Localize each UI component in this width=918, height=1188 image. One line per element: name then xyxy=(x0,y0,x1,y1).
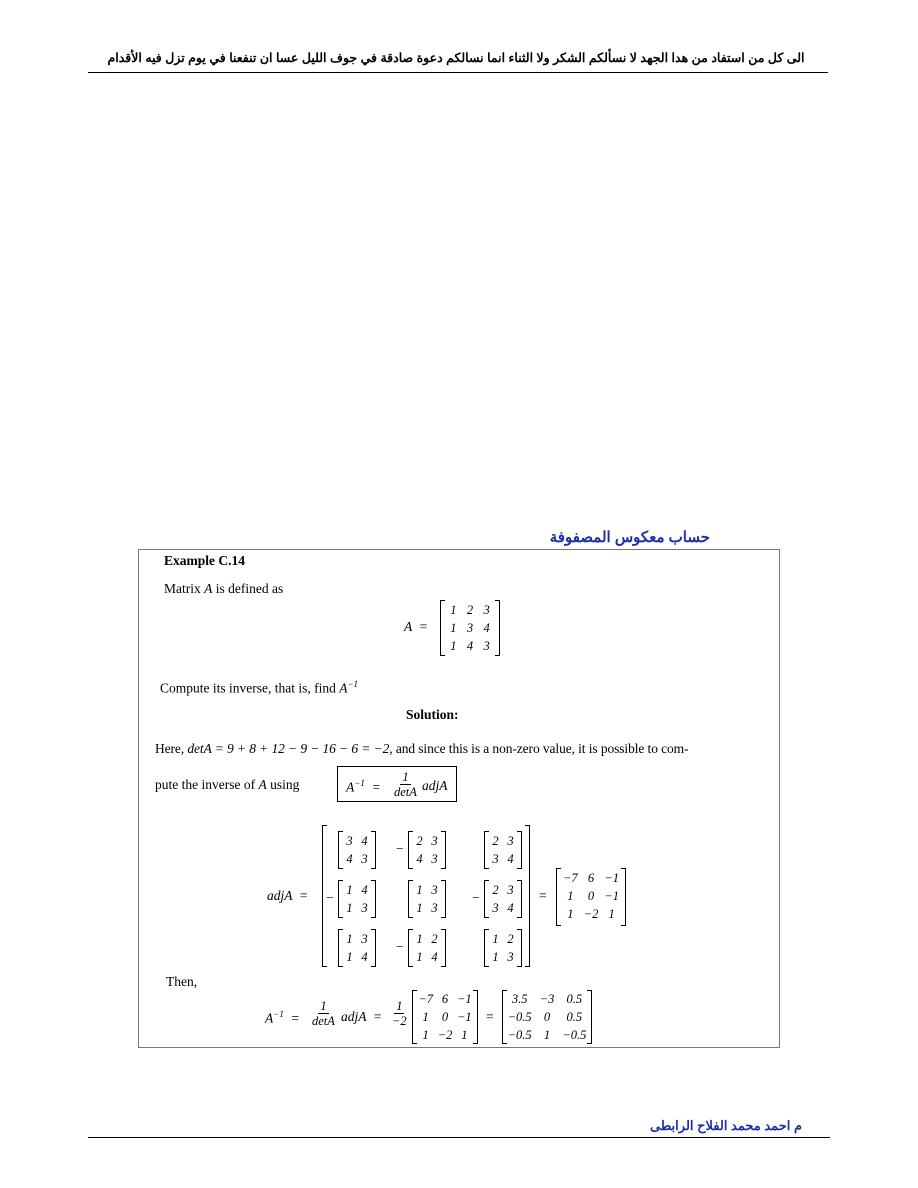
matrix-cell: −1 xyxy=(456,1010,472,1024)
final-inverse-matrix xyxy=(502,990,592,1044)
matrix-cell: −0.5 xyxy=(562,1028,587,1042)
minor-cell: 3 xyxy=(431,834,438,848)
minor-cell: 3 xyxy=(431,852,438,866)
matrix-cell: 4 xyxy=(466,639,474,653)
final-adj: adjA = xyxy=(341,1009,383,1024)
minor-cell: 1 xyxy=(346,932,353,946)
example-title: Example C.14 xyxy=(164,553,245,568)
minor-cell: 4 xyxy=(361,950,368,964)
matrix-cell: 4 xyxy=(483,621,490,635)
minor-cell: 1 xyxy=(492,932,499,946)
compute-line: Compute its inverse, that is, find $A^{-1}$ xyxy=(160,679,359,696)
minor-cell: 3 xyxy=(346,834,353,848)
matrix-cell: −0.5 xyxy=(507,1010,532,1024)
intro-line: Matrix A is defined as xyxy=(164,581,284,596)
minor-determinant xyxy=(408,831,446,869)
matrix-cell: −2 xyxy=(583,907,599,921)
minor-determinant xyxy=(408,929,446,967)
minor-determinant xyxy=(484,831,522,869)
matrix-cell: 1 xyxy=(608,907,615,921)
minor-cell: 1 xyxy=(416,901,423,915)
cofactor-sign: − xyxy=(396,939,404,954)
minor-cell: 1 xyxy=(346,950,353,964)
header-rule xyxy=(88,72,828,73)
matrix-cell: −1 xyxy=(604,871,619,885)
minor-determinant xyxy=(484,929,522,967)
page-footer: م احمد محمد الفلاح الرابطى xyxy=(650,1118,802,1133)
minor-cell: 4 xyxy=(346,852,353,866)
minor-cell: 3 xyxy=(507,950,514,964)
minor-cell: 3 xyxy=(492,852,499,866)
minor-cell: 3 xyxy=(507,834,514,848)
minor-cell: 4 xyxy=(507,852,514,866)
matrix-cell: 1 xyxy=(567,907,574,921)
matrix-cell: 1 xyxy=(543,1028,551,1042)
minor-cell: 1 xyxy=(492,950,499,964)
minor-cell: 2 xyxy=(416,834,423,848)
minor-cell: 3 xyxy=(507,883,514,897)
minor-cell: 2 xyxy=(431,932,438,946)
cofactor-sign: − xyxy=(326,890,334,905)
matrix-cell: 2 xyxy=(466,603,474,617)
minor-cell: 1 xyxy=(416,950,423,964)
minor-determinant xyxy=(338,929,376,967)
minor-cell: 4 xyxy=(361,834,368,848)
minor-cell: 2 xyxy=(507,932,514,946)
matrix-cell: −7 xyxy=(562,871,578,885)
matrix-cell: −1 xyxy=(604,889,619,903)
minor-cell: 4 xyxy=(416,852,423,866)
matrix-cell: −3 xyxy=(539,992,555,1006)
matrix-cell: 1 xyxy=(461,1028,468,1042)
adj-result-matrix xyxy=(556,868,626,926)
matrix-cell: 6 xyxy=(441,992,449,1006)
minor-determinant xyxy=(338,831,376,869)
matrix-cell: −1 xyxy=(456,992,472,1006)
cofactor-sign: − xyxy=(472,890,480,905)
page-header: الى كل من استفاد من هدا الجهد لا نسألكم الشكر ولا الثناء انما نسالكم دعوة صادقة في جوف الليل عسا ان تنفعنا في يوم تزل فيه الأقدام xyxy=(107,51,805,65)
matrix-cell: −7 xyxy=(418,992,433,1006)
matrix-cell: 1 xyxy=(422,1010,429,1024)
final-frac-detA: 1 detA xyxy=(312,999,335,1028)
matrix-cell: 3 xyxy=(483,639,490,653)
matrix-a xyxy=(440,600,500,656)
matrix-cell: 0 xyxy=(441,1010,449,1024)
footer-rule xyxy=(88,1137,830,1138)
matrix-cell: 1 xyxy=(450,603,457,617)
then-label: Then, xyxy=(166,974,198,989)
minor-cell: 2 xyxy=(492,834,499,848)
matrix-cell: 3.5 xyxy=(511,992,528,1006)
a-label: A = xyxy=(404,619,428,634)
minor-cell: 1 xyxy=(416,932,423,946)
minor-cell: 3 xyxy=(431,883,438,897)
adj-label: adjA = xyxy=(267,888,309,903)
final-adj-matrix xyxy=(412,990,478,1044)
using-line: pute the inverse of A using xyxy=(155,777,300,792)
matrix-cell: 0 xyxy=(587,889,595,903)
minor-determinant xyxy=(484,880,522,918)
matrix-cell: −0.5 xyxy=(507,1028,532,1042)
solution-label: Solution: xyxy=(406,707,459,722)
minor-cell: 3 xyxy=(361,901,368,915)
minor-cell: 2 xyxy=(492,883,499,897)
matrix-cell: 0 xyxy=(543,1010,551,1024)
cofactor-sign: − xyxy=(396,841,404,856)
minor-cell: 3 xyxy=(492,901,499,915)
minor-cell: 1 xyxy=(416,883,423,897)
minor-cell: 3 xyxy=(361,932,368,946)
final-lhs: $A^{-1}$ = xyxy=(265,1009,300,1026)
matrix-cell: 1 xyxy=(450,639,457,653)
minor-cell: 4 xyxy=(431,950,438,964)
here-line: Here, detA = 9 + 8 + 12 − 9 − 16 − 6 = −2, and since this is a non-zero value, it is possible to com- xyxy=(155,741,689,756)
matrix-cell: 3 xyxy=(466,621,474,635)
matrix-cell: −2 xyxy=(437,1028,453,1042)
matrix-cell: 1 xyxy=(450,621,457,635)
minor-cell: 1 xyxy=(346,883,353,897)
minor-determinant xyxy=(338,880,376,918)
inverse-formula-box: $A^{-1}$ = 1 detA adjA xyxy=(337,766,457,802)
minor-cell: 3 xyxy=(431,901,438,915)
matrix-cell: 0.5 xyxy=(566,992,583,1006)
minor-cell: 3 xyxy=(361,852,368,866)
matrix-cell: 1 xyxy=(422,1028,429,1042)
minor-cell: 4 xyxy=(361,883,368,897)
minor-cell: 4 xyxy=(507,901,514,915)
section-title: حساب معكوس المصفوفة xyxy=(549,529,710,546)
matrix-cell: 3 xyxy=(483,603,490,617)
minor-cell: 1 xyxy=(346,901,353,915)
det-expression: detA = 9 + 8 + 12 − 9 − 16 − 6 = −2 xyxy=(187,741,390,756)
matrix-cell: 1 xyxy=(567,889,574,903)
final-frac-minus2: $\frac{1}{-2}$ xyxy=(392,999,407,1028)
matrix-cell: 0.5 xyxy=(566,1010,583,1024)
matrix-cell: 6 xyxy=(587,871,595,885)
minor-determinant xyxy=(408,880,446,918)
